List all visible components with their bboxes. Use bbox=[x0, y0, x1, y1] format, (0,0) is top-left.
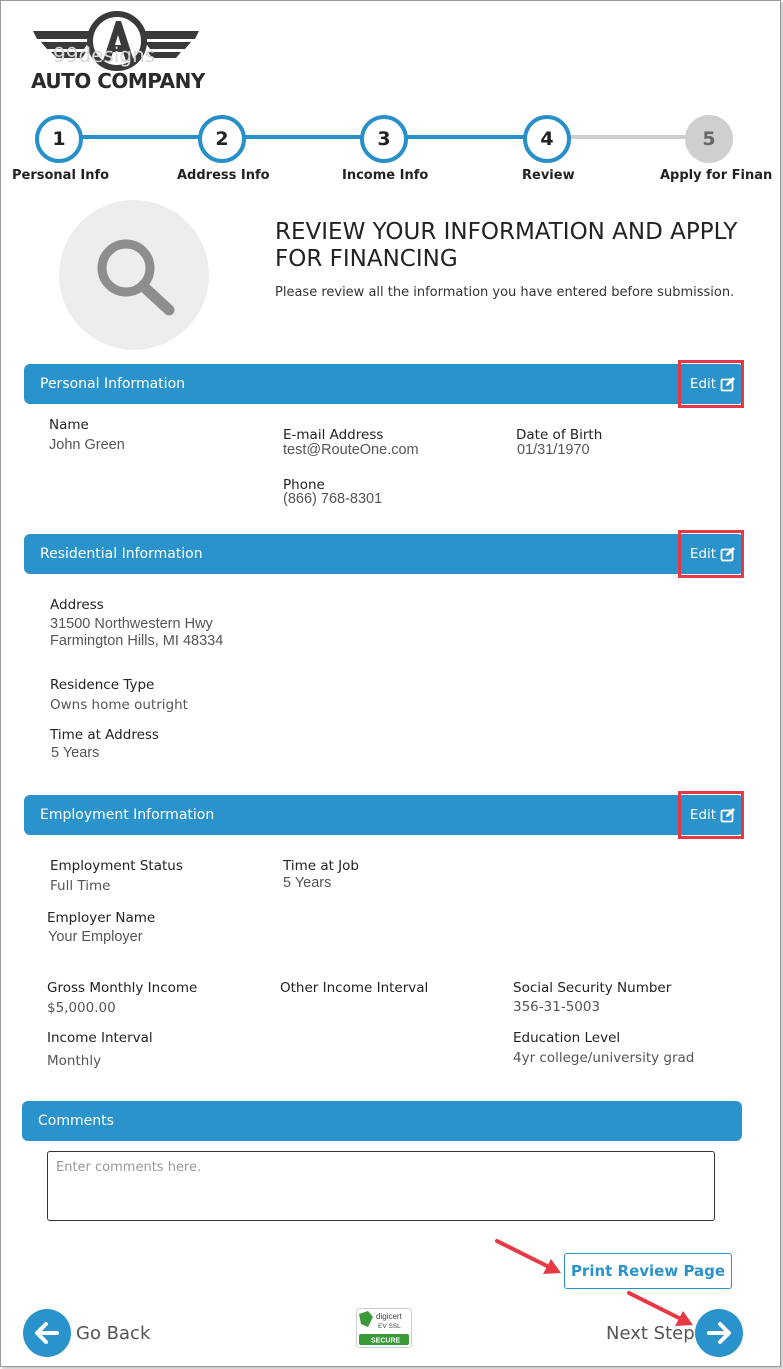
employment-info-header bbox=[24, 795, 744, 835]
employment-edit-label: Edit bbox=[689, 807, 717, 823]
badge-line3: SECURE bbox=[371, 1337, 401, 1345]
arrow-right-icon bbox=[705, 1319, 733, 1347]
dob-label: Date of Birth bbox=[516, 427, 603, 443]
stepper-line-3 bbox=[406, 135, 526, 139]
time-at-job-value: 5 Years bbox=[283, 875, 332, 891]
step-3-circle[interactable]: 3 bbox=[360, 115, 408, 163]
address-label: Address bbox=[50, 597, 104, 613]
stepper-line-2 bbox=[244, 135, 364, 139]
stepper-line-1 bbox=[81, 135, 201, 139]
go-back-button[interactable] bbox=[23, 1309, 71, 1357]
arrow-left-icon bbox=[33, 1319, 61, 1347]
step-2-label: Address Info bbox=[177, 168, 270, 183]
time-at-job-label: Time at Job bbox=[283, 858, 359, 874]
comments-header bbox=[22, 1101, 742, 1141]
step-4-circle[interactable]: 4 bbox=[523, 115, 571, 163]
residential-edit-label: Edit bbox=[689, 546, 717, 562]
step-4-label: Review bbox=[522, 168, 575, 183]
gross-income-value: $5,000.00 bbox=[47, 1000, 116, 1016]
income-interval-label: Income Interval bbox=[47, 1030, 153, 1046]
employment-status-label: Employment Status bbox=[50, 858, 183, 874]
email-label: E-mail Address bbox=[283, 427, 384, 443]
residential-info-header bbox=[24, 534, 744, 574]
phone-label: Phone bbox=[283, 477, 325, 493]
comments-textarea[interactable]: Enter comments here. bbox=[47, 1151, 715, 1221]
employer-name-label: Employer Name bbox=[47, 910, 156, 926]
magnifier-icon bbox=[59, 200, 209, 350]
next-step-button[interactable] bbox=[695, 1309, 743, 1357]
print-review-page-button[interactable]: Print Review Page bbox=[564, 1253, 732, 1289]
ssn-value: 356-31-5003 bbox=[513, 999, 601, 1015]
step-1-label: Personal Info bbox=[12, 168, 110, 183]
personal-info-title: Personal Information bbox=[40, 376, 186, 392]
comments-title: Comments bbox=[38, 1113, 114, 1129]
income-interval-value: Monthly bbox=[47, 1053, 102, 1069]
badge-line1: digicert bbox=[376, 1312, 402, 1321]
residence-type-label: Residence Type bbox=[50, 677, 155, 693]
next-step-label[interactable]: Next Step bbox=[606, 1323, 695, 1344]
name-value: John Green bbox=[49, 437, 125, 453]
other-income-interval-label: Other Income Interval bbox=[280, 980, 429, 996]
employer-name-value: Your Employer bbox=[48, 929, 143, 945]
time-at-address-value: 5 Years bbox=[51, 745, 100, 761]
annotation-arrow-print bbox=[491, 1235, 571, 1280]
ssn-label: Social Security Number bbox=[513, 980, 672, 996]
digicert-ssl-badge bbox=[356, 1308, 412, 1348]
education-level-value: 4yr college/university grad bbox=[513, 1050, 695, 1066]
employment-info-title: Employment Information bbox=[40, 807, 215, 823]
name-label: Name bbox=[49, 417, 89, 433]
residence-type-value: Owns home outright bbox=[50, 697, 188, 713]
personal-edit-highlight bbox=[678, 360, 744, 408]
page-subtitle: Please review all the information you have entered before submission. bbox=[275, 285, 735, 300]
page-title: REVIEW YOUR INFORMATION AND APPLY FOR FINANCING bbox=[275, 219, 738, 272]
education-level-label: Education Level bbox=[513, 1030, 621, 1046]
logo-text: AUTO COMPANY bbox=[31, 69, 205, 93]
personal-info-header bbox=[24, 364, 744, 404]
employment-status-value: Full Time bbox=[50, 878, 111, 894]
gross-income-label: Gross Monthly Income bbox=[47, 980, 198, 996]
personal-edit-label: Edit bbox=[689, 376, 717, 392]
employment-edit-highlight bbox=[678, 791, 744, 839]
residential-info-title: Residential Information bbox=[40, 546, 203, 562]
badge-line2: EV SSL bbox=[378, 1323, 401, 1330]
logo-watermark: 99designs bbox=[53, 43, 156, 67]
step-3-label: Income Info bbox=[342, 168, 429, 183]
step-2-circle[interactable]: 2 bbox=[198, 115, 246, 163]
step-5-label: Apply for Finan bbox=[660, 168, 773, 183]
phone-value: (866) 768-8301 bbox=[283, 491, 383, 507]
residential-edit-highlight bbox=[678, 530, 744, 578]
stepper-line-4 bbox=[569, 135, 689, 139]
step-1-circle[interactable]: 1 bbox=[35, 115, 83, 163]
dob-value: 01/31/1970 bbox=[517, 442, 590, 458]
address-line2: Farmington Hills, MI 48334 bbox=[50, 633, 224, 649]
go-back-label[interactable]: Go Back bbox=[76, 1323, 151, 1344]
email-value: test@RouteOne.com bbox=[283, 442, 419, 458]
review-icon-circle bbox=[59, 200, 209, 350]
time-at-address-label: Time at Address bbox=[50, 727, 159, 743]
step-5-circle: 5 bbox=[685, 115, 733, 163]
address-line1: 31500 Northwestern Hwy bbox=[50, 616, 213, 632]
